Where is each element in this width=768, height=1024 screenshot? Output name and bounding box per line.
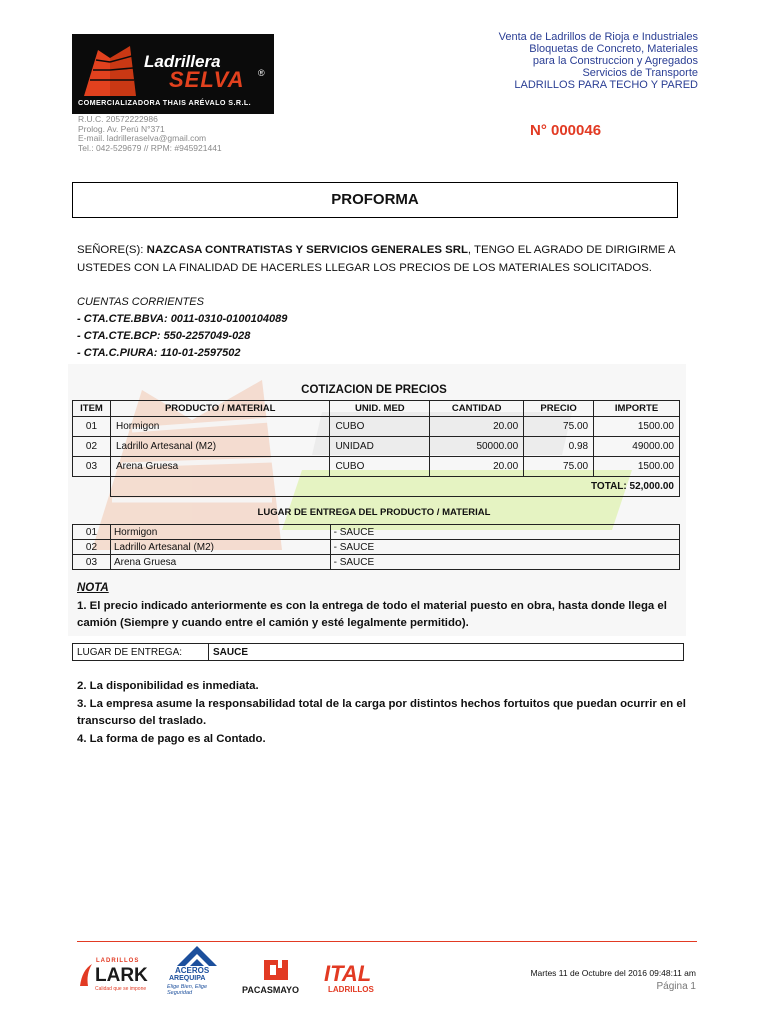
product-cell: Hormigon [110, 525, 330, 540]
place-cell: - SAUCE [330, 525, 679, 540]
unit-cell: CUBO [330, 417, 430, 437]
account-line: - CTA.CTE.BBVA: 0011-0310-0100104089 [77, 313, 288, 325]
table-row [73, 437, 680, 457]
lark-logo [78, 958, 154, 998]
logo-brand-main: SELVA [169, 67, 245, 92]
intro-suffix: , TENGO EL AGRADO DE DIRIGIRME A USTEDES CON LA FINALIDAD DE HACERLES LLEGAR LOS PRECIOS DE LOS MATERIALES SOLICITADOS. [77, 244, 675, 274]
product-cell: Ladrillo Artesanal (M2) [110, 437, 329, 457]
item-cell: 03 [73, 457, 111, 477]
quantity-cell: 50000.00 [430, 437, 524, 457]
footer-divider [77, 941, 697, 942]
note-item: 3. La empresa asume la responsabilidad total de la carga por distintos hechos fortuitos que puedan ocurrir en el transcurso del traslado. [77, 697, 686, 727]
place-value: SAUCE [209, 644, 684, 661]
item-cell: 02 [73, 437, 111, 457]
document-number: N° 000046 [530, 122, 602, 139]
nota-heading: NOTA [77, 582, 109, 594]
table-row [73, 457, 680, 477]
item-cell: 01 [73, 525, 111, 540]
amount-cell: 49000.00 [594, 437, 680, 457]
quantity-cell: 20.00 [430, 417, 524, 437]
company-logo [72, 34, 274, 114]
service-line: Venta de Ladrillos de Rioja e Industriales [498, 31, 698, 43]
client-name: NAZCASA CONTRATISTAS Y SERVICIOS GENERALES SRL [146, 244, 468, 256]
table-row [73, 555, 680, 570]
contact-info [78, 115, 222, 153]
lark-tagline: Calidad que se impone [95, 986, 147, 992]
logo-brand-top: Ladrillera [144, 52, 221, 71]
pacasmayo-symbol-icon [262, 958, 290, 982]
place-cell: - SAUCE [330, 555, 679, 570]
bank-accounts [77, 294, 287, 362]
address-line: Prolog. Av. Perú N°371 [78, 123, 165, 134]
col-header-product: PRODUCTO / MATERIAL [110, 401, 329, 417]
intro-prefix: SEÑORE(S): [77, 244, 147, 256]
price-cell: 75.00 [524, 457, 594, 477]
aceros-arequipa-logo [163, 946, 235, 998]
aceros-tagline: Elige Bien, Elige Seguridad [167, 984, 208, 996]
unit-cell: CUBO [330, 457, 430, 477]
ruc-line: R.U.C. 20572222986 [78, 114, 158, 124]
page-number: Página 1 [656, 981, 696, 992]
nota-first-item: 1. El precio indicado anteriormente es con la entrega de todo el material puesto en obra, hasta donde llega el camión (Siempre y cuando entre el camión y esté legalmente permitido). [77, 600, 667, 629]
phone-line: Tel.: 042-529679 // RPM: #945921441 [78, 142, 222, 153]
table-row [73, 540, 680, 555]
product-cell: Hormigon [110, 417, 329, 437]
service-line: para la Construccion y Agregados [532, 55, 698, 67]
lark-top-text: LADRILLOS [96, 958, 140, 964]
service-line: Servicios de Transporte [582, 67, 698, 79]
pacasmayo-name: PACASMAYO [242, 985, 300, 995]
table-row [73, 417, 680, 437]
service-line: LADRILLOS PARA TECHO Y PARED [514, 79, 698, 91]
price-cell: 0.98 [524, 437, 594, 457]
total-row [73, 477, 680, 497]
email-line: E-mail. ladrilleraselva@gmail.com [78, 133, 207, 143]
col-header-unit: UNID. MED [330, 401, 430, 417]
note-item: 2. La disponibilidad es inmediata. [77, 680, 259, 692]
quote-header-row [73, 401, 680, 417]
amount-cell: 1500.00 [594, 417, 680, 437]
col-header-price: PRECIO [524, 401, 594, 417]
document-title: PROFORMA [331, 191, 419, 208]
ital-subtitle: LADRILLOS [328, 985, 374, 994]
aceros-mountain-icon [177, 946, 217, 966]
lark-bird-icon [78, 962, 94, 988]
product-cell: Arena Gruesa [110, 457, 329, 477]
total-amount: TOTAL: 52,000.00 [110, 477, 679, 497]
account-line: - CTA.C.PIURA: 110-01-2597502 [77, 347, 241, 359]
aceros-name-2: AREQUIPA [169, 975, 206, 982]
quantity-cell: 20.00 [430, 457, 524, 477]
note-item: 4. La forma de pago es al Contado. [77, 732, 266, 745]
pacasmayo-logo [240, 958, 316, 998]
print-date: Martes 11 de Octubre del 2016 09:48:11 am [530, 968, 696, 978]
quote-title: COTIZACION DE PRECIOS [301, 384, 447, 396]
item-cell: 01 [73, 417, 111, 437]
notes-list [77, 678, 697, 748]
col-header-amount: IMPORTE [594, 401, 680, 417]
product-cell: Ladrillo Artesanal (M2) [110, 540, 330, 555]
ital-name: ITAL [324, 961, 372, 986]
lark-name: LARK [95, 965, 148, 986]
delivery-place-table [72, 643, 684, 661]
table-row [73, 644, 684, 661]
product-cell: Arena Gruesa [110, 555, 330, 570]
aceros-name: ACEROS [175, 966, 210, 975]
ital-logo [322, 961, 392, 1001]
col-header-item: ITEM [73, 401, 111, 417]
place-cell: - SAUCE [330, 540, 679, 555]
price-cell: 75.00 [524, 417, 594, 437]
intro-paragraph [77, 241, 695, 277]
item-cell: 03 [73, 555, 111, 570]
registered-mark: ® [258, 68, 265, 78]
service-line: Bloquetas de Concreto, Materiales [529, 43, 698, 55]
delivery-title: LUGAR DE ENTREGA DEL PRODUCTO / MATERIAL [257, 507, 491, 518]
title-box [72, 182, 678, 218]
accounts-heading: CUENTAS CORRIENTES [77, 296, 204, 308]
col-header-quantity: CANTIDAD [430, 401, 524, 417]
unit-cell: UNIDAD [330, 437, 430, 457]
place-label: LUGAR DE ENTREGA: [73, 644, 209, 661]
services-block [499, 31, 698, 91]
account-line: - CTA.CTE.BCP: 550-2257049-028 [77, 330, 251, 342]
delivery-table [72, 524, 680, 570]
amount-cell: 1500.00 [594, 457, 680, 477]
item-cell: 02 [73, 540, 111, 555]
building-icon [76, 40, 146, 96]
table-row [73, 525, 680, 540]
logo-subtitle: COMERCIALIZADORA THAIS ARÉVALO S.R.L. [78, 98, 252, 107]
quote-table [72, 400, 680, 497]
